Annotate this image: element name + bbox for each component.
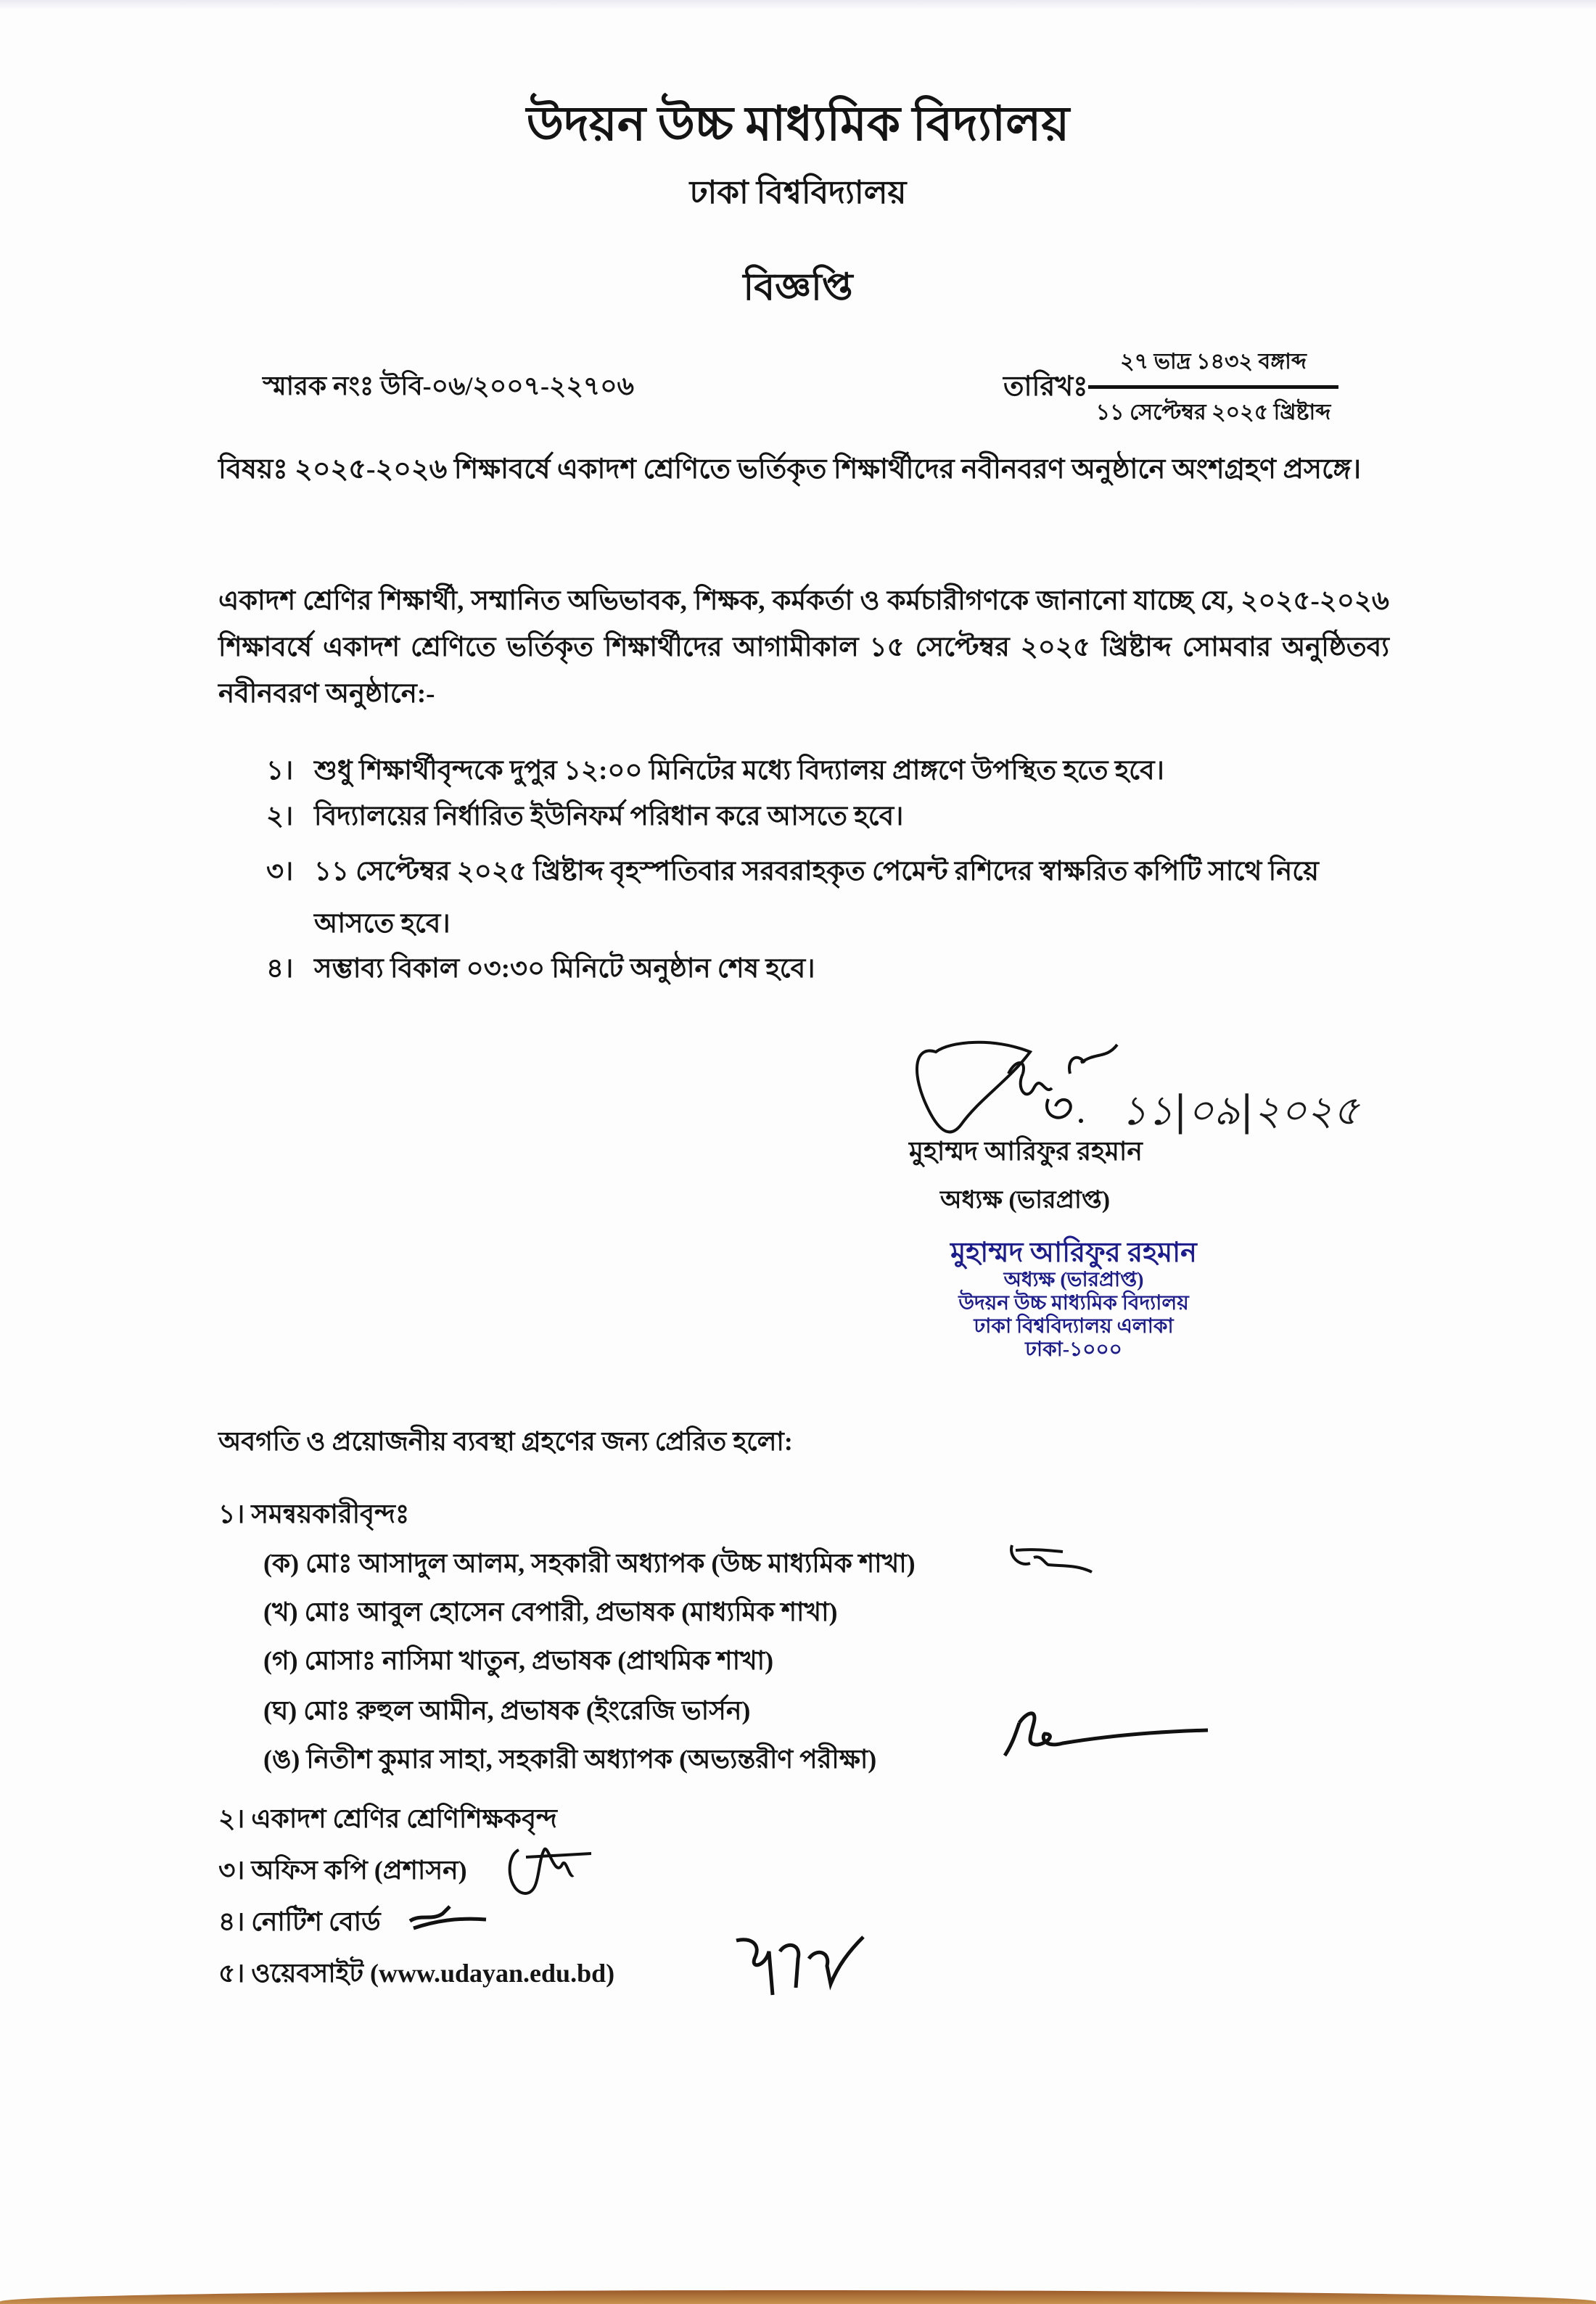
instruction-item (266, 946, 1398, 992)
instruction-number: ৪। (266, 954, 294, 984)
initial-mark (1005, 1542, 1106, 1581)
distribution-item: ৪। নোটিশ বোর্ড (218, 1907, 381, 1936)
instruction-text-continued: আসতে হবে। (314, 909, 451, 939)
handwritten-sign-date: ১১|০৯|২০২৫ (1121, 1087, 1360, 1135)
instruction-text: শুধু শিক্ষার্থীবৃন্দকে দুপুর ১২:০০ মিনিটের মধ্যে বিদ্যালয় প্রাঙ্গণে উপস্থিত হতে হবে। (314, 756, 1164, 786)
signatory-title: অধ্যক্ষ (ভারপ্রাপ্ত) (940, 1187, 1111, 1214)
instruction-item (266, 846, 1398, 950)
initial-mark (504, 1835, 591, 1901)
date-block (1088, 344, 1338, 432)
instruction-number: ১। (266, 756, 294, 786)
instruction-item (266, 794, 1398, 840)
distribution-item: ৩। অফিস কপি (প্রশাসন) (218, 1856, 467, 1885)
initial-mark (406, 1899, 493, 1935)
document-type-heading: বিজ্ঞপ্তি (743, 267, 853, 308)
date-label: তারিখঃ (1003, 371, 1088, 402)
instruction-text: বিদ্যালয়ের নির্ধারিত ইউনিফর্ম পরিধান করে আসতে হবে। (314, 802, 904, 831)
date-divider (1088, 385, 1338, 389)
stamp-city: ঢাকা-১০০০ (1025, 1338, 1122, 1361)
stamp-title: অধ্যক্ষ (ভারপ্রাপ্ত) (1003, 1269, 1144, 1291)
coordinator-item: (ঙ) নিতীশ কুমার সাহা, সহকারী অধ্যাপক (অভ্যন্তরীণ পরীক্ষা) (263, 1745, 877, 1774)
stamp-school: উদয়ন উচ্চ মাধ্যমিক বিদ্যালয় (958, 1292, 1189, 1314)
instruction-text: ১১ সেপ্টেম্বর ২০২৫ খ্রিষ্টাব্দ বৃহস্পতিবার সরবরাহকৃত পেমেন্ট রশিদের স্বাক্ষরিত কপিটি সাথে নিয়ে (314, 857, 1319, 886)
distribution-item: ৫। ওয়েবসাইট (www.udayan.edu.bd) (218, 1959, 615, 1988)
table-surface-edge (0, 2290, 1596, 2304)
instruction-number: ৩। (266, 857, 294, 886)
coordinator-item: (গ) মোসাঃ নাসিমা খাতুন, প্রভাষক (প্রাথমিক শাখা) (263, 1646, 774, 1675)
distribution-intro: অবগতি ও প্রয়োজনীয় ব্যবস্থা গ্রহণের জন্য প্রেরিত হলো: (218, 1427, 793, 1456)
school-location: ঢাকা বিশ্ববিদ্যালয় (689, 175, 907, 210)
coordinators-heading: ১। সমন্বয়কারীবৃন্দঃ (218, 1499, 410, 1529)
coordinator-item: (ঘ) মোঃ রুহুল আমীন, প্রভাষক (ইংরেজি ভার্সন) (263, 1696, 751, 1725)
instruction-text: সম্ভাব্য বিকাল ০৩:৩০ মিনিটে অনুষ্ঠান শেষ হবে। (314, 954, 815, 984)
distribution-item: ২। একাদশ শ্রেণির শ্রেণিশিক্ষকবৃন্দ (218, 1804, 557, 1833)
paper-bleed-through (0, 0, 1596, 10)
coordinator-item: (ক) মোঃ আসাদুল আলম, সহকারী অধ্যাপক (উচ্চ মাধ্যমিক শাখা) (263, 1549, 916, 1578)
stamp-area: ঢাকা বিশ্ববিদ্যালয় এলাকা (974, 1315, 1174, 1338)
stamp-name: মুহাম্মদ আরিফুর রহমান (950, 1238, 1197, 1268)
initial-mark (729, 1930, 867, 1999)
body-paragraph: একাদশ শ্রেণির শিক্ষার্থী, সম্মানিত অভিভাবক, শিক্ষক, কর্মকর্তা ও কর্মচারীগণকে জানানো যাচ্ছে যে, ২০২৫-২০২৬ শিক্ষাবর্ষে একাদশ শ্রেণিতে ভর্তিকৃত শিক্ষার্থীদের আগামীকাল ১৫ সেপ্টেম্বর ২০২৫ খ্রিষ্টাব্দ সোমবার অনুষ্ঠিতব্য নবীনবরণ অনুষ্ঠানে:- (218, 586, 1389, 709)
date-bangla: ২৭ ভাদ্র ১৪৩২ বঙ্গাব্দ (1120, 350, 1307, 374)
instruction-item (266, 748, 1398, 794)
memo-number: স্মারক নংঃ উবি-০৬/২০০৭-২২৭০৬ (263, 371, 635, 400)
subject-line: বিষয়ঃ ২০২৫-২০২৬ শিক্ষাবর্ষে একাদশ শ্রেণিতে ভর্তিকৃত শিক্ষার্থীদের নবীনবরণ অনুষ্ঠানে অংশগ্রহণ প্রসঙ্গে। (218, 454, 1362, 485)
school-name: উদয়ন উচ্চ মাধ্যমিক বিদ্যালয় (526, 98, 1070, 151)
signatory-name: মুহাম্মদ আরিফুর রহমান (909, 1137, 1143, 1166)
official-seal-stamp (871, 1237, 1277, 1362)
date-gregorian: ১১ সেপ্টেম্বর ২০২৫ খ্রিষ্টাব্দ (1095, 400, 1331, 424)
instruction-number: ২। (266, 802, 294, 831)
initial-mark (998, 1701, 1215, 1766)
coordinator-item: (খ) মোঃ আবুল হোসেন বেপারী, প্রভাষক (মাধ্যমিক শাখা) (263, 1597, 838, 1626)
